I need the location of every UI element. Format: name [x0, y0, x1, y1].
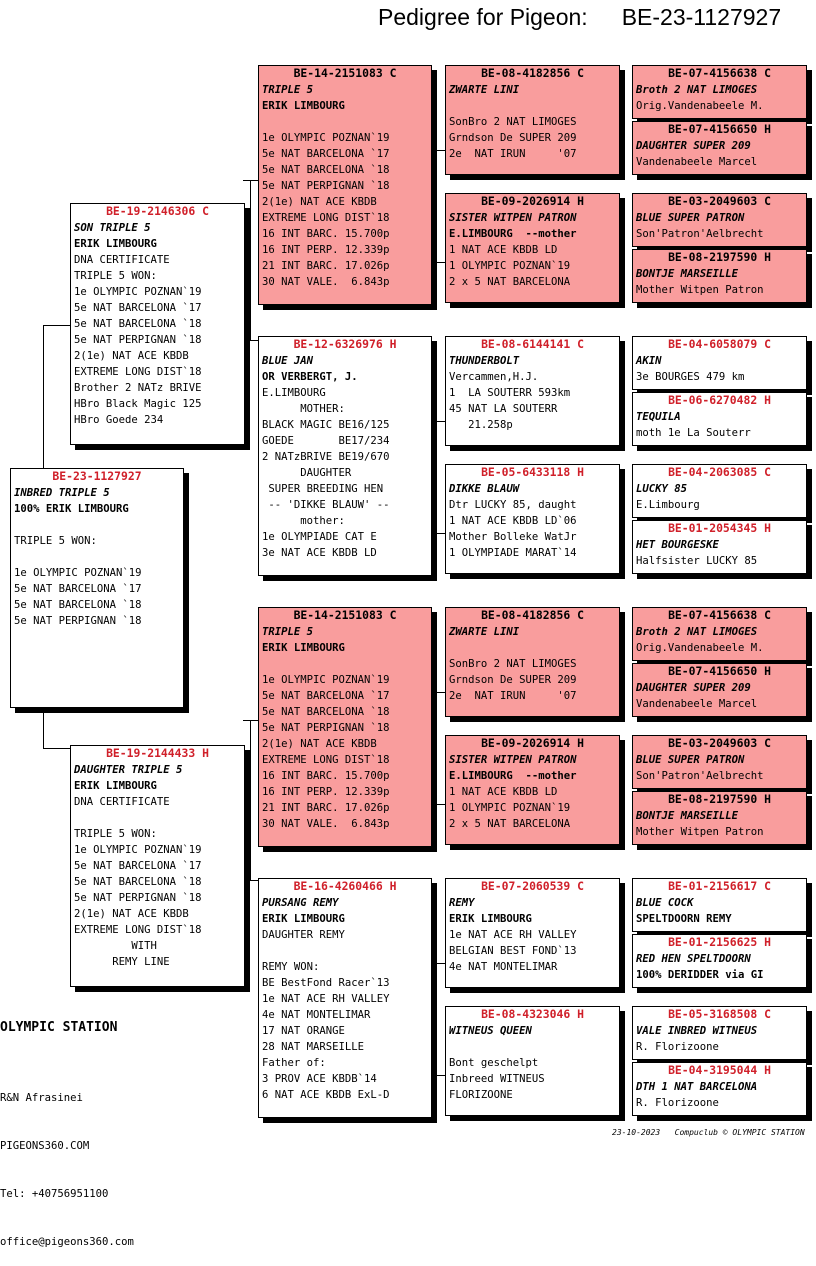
- subject-card: [10, 468, 184, 708]
- info-line: 5e NAT BARCELONA `17: [262, 690, 390, 702]
- info-line: 2 NATzBRIVE BE19/670: [262, 451, 390, 463]
- info-line: 1e OLYMPIC POZNAN`19: [14, 567, 142, 579]
- great-great-grandparent-card: [632, 464, 807, 518]
- info-line: Dtr LUCKY 85, daught: [449, 499, 577, 511]
- contact-phone: Tel: +40756951100: [0, 1188, 109, 1200]
- info-line: 5e NAT BARCELONA `18: [262, 164, 390, 176]
- pigeon-info: [446, 1021, 619, 1103]
- info-line: ERIK LIMBOURG: [74, 780, 157, 792]
- info-line: AKIN: [636, 355, 662, 367]
- info-line: REMY WON:: [262, 961, 320, 973]
- pigeon-info: [446, 208, 619, 290]
- info-line: 1 NAT ACE KBDB LD: [449, 786, 558, 798]
- info-line: Halfsister LUCKY 85: [636, 555, 758, 567]
- ring-number: BE-08-6144141 C: [481, 337, 584, 351]
- info-line: 1 NAT ACE KBDB LD: [449, 244, 558, 256]
- info-line: Mother Witpen Patron: [636, 284, 764, 296]
- ring-number: BE-12-6326976 H: [293, 337, 397, 351]
- info-line: Mother Witpen Patron: [636, 826, 764, 838]
- info-line: 100% DERIDDER via GI: [636, 969, 764, 981]
- info-line: 45 NAT LA SOUTERR: [449, 403, 558, 415]
- info-line: RED HEN SPELTDOORN: [636, 953, 751, 965]
- connector-line: [437, 1075, 445, 1076]
- info-line: SUPER BREEDING HEN: [262, 483, 384, 495]
- pigeon-info: [633, 1021, 806, 1055]
- info-line: TEQUILA: [636, 411, 681, 423]
- ring-number: BE-06-6270482 H: [668, 393, 771, 407]
- pigeon-info: [446, 80, 619, 162]
- pigeon-info: [11, 483, 183, 629]
- info-line: Mother Bolleke WatJr: [449, 531, 577, 543]
- pigeon-info: [446, 479, 619, 561]
- ring-number: BE-14-2151083 C: [293, 608, 397, 622]
- pigeon-info: [633, 407, 806, 441]
- great-great-grandparent-card: [632, 1062, 807, 1116]
- pigeon-info: [633, 535, 806, 569]
- info-line: 1 NAT ACE KBDB LD`06: [449, 515, 577, 527]
- ring-number: BE-07-4156638 C: [668, 608, 771, 622]
- info-line: 16 INT PERP. 12.339p: [262, 786, 390, 798]
- great-grandparent-card: [445, 1006, 620, 1116]
- info-line: 6 NAT ACE KBDB ExL-D: [262, 1089, 390, 1101]
- connector-line: [437, 963, 445, 964]
- connector-line: [437, 150, 445, 151]
- info-line: ZWARTE LINI: [449, 84, 520, 96]
- pigeon-info: [633, 622, 806, 656]
- info-line: 2(1e) NAT ACE KBDB: [262, 196, 377, 208]
- footer: [612, 1128, 805, 1137]
- info-line: Vercammen,H.J.: [449, 371, 539, 383]
- ring-number: BE-09-2026914 H: [481, 194, 584, 208]
- footer-credit: Compuclub © OLYMPIC STATION: [674, 1128, 805, 1137]
- info-line: 2 x 5 NAT BARCELONA: [449, 818, 571, 830]
- info-line: DNA CERTIFICATE: [74, 796, 170, 808]
- title-ring: BE-23-1127927: [621, 4, 782, 30]
- info-line: EXTREME LONG DIST`18: [74, 924, 202, 936]
- info-line: BONTJE MARSEILLE: [636, 268, 739, 280]
- pigeon-info: [71, 760, 244, 970]
- great-grandparent-card: [445, 735, 620, 845]
- info-line: 1 OLYMPIADE MARAT`14: [449, 547, 577, 559]
- info-line: TRIPLE 5: [262, 84, 314, 96]
- connector-line: [437, 804, 445, 805]
- connector-line: [243, 720, 258, 721]
- info-line: DAUGHTER TRIPLE 5: [74, 764, 183, 776]
- info-line: 5e NAT PERPIGNAN `18: [262, 722, 390, 734]
- connector-line: [437, 533, 445, 534]
- info-line: 5e NAT PERPIGNAN `18: [74, 892, 202, 904]
- info-line: EXTREME LONG DIST`18: [74, 366, 202, 378]
- pigeon-info: [633, 264, 806, 298]
- ring-number: BE-04-3195044 H: [668, 1063, 771, 1077]
- info-line: HBro Goede 234: [74, 414, 164, 426]
- info-line: ERIK LIMBOURG: [74, 238, 157, 250]
- ring-number: BE-08-4182856 C: [481, 608, 584, 622]
- info-line: Son'Patron'Aelbrecht: [636, 228, 764, 240]
- pigeon-info: [446, 750, 619, 832]
- info-line: DAUGHTER: [262, 467, 352, 479]
- great-great-grandparent-card: [632, 193, 807, 247]
- info-line: BLACK MAGIC BE16/125: [262, 419, 390, 431]
- ring-number: BE-09-2026914 H: [481, 736, 584, 750]
- info-line: BLUE SUPER PATRON: [636, 212, 745, 224]
- info-line: WITNEUS QUEEN: [449, 1025, 532, 1037]
- info-line: 5e NAT BARCELONA `18: [262, 706, 390, 718]
- info-line: E.Limbourg: [636, 499, 700, 511]
- ring-number: BE-07-4156650 H: [668, 664, 771, 678]
- title-label: Pedigree for Pigeon:: [378, 4, 588, 30]
- info-line: DAUGHTER REMY: [262, 929, 345, 941]
- connector-line: [243, 340, 258, 341]
- grandparent-card: [258, 607, 432, 847]
- info-line: 2e NAT IRUN '07: [449, 690, 577, 702]
- info-line: WITH: [74, 940, 157, 952]
- pigeon-info: [259, 622, 431, 832]
- ring-number: BE-01-2054345 H: [668, 521, 771, 535]
- info-line: 16 INT BARC. 15.700p: [262, 770, 390, 782]
- ring-number: BE-07-4156650 H: [668, 122, 771, 136]
- info-line: SISTER WITPEN PATRON: [449, 754, 577, 766]
- info-line: -- 'DIKKE BLAUW' --: [262, 499, 390, 511]
- info-line: 100% ERIK LIMBOURG: [14, 503, 129, 515]
- info-line: SON TRIPLE 5: [74, 222, 151, 234]
- pigeon-info: [71, 218, 244, 428]
- info-line: EXTREME LONG DIST`18: [262, 754, 390, 766]
- great-grandparent-card: [445, 65, 620, 175]
- info-line: 2(1e) NAT ACE KBDB: [262, 738, 377, 750]
- ring-number: BE-07-4156638 C: [668, 66, 771, 80]
- info-line: DAUGHTER SUPER 209: [636, 140, 751, 152]
- info-line: [74, 810, 244, 826]
- dam-card: [70, 745, 245, 987]
- info-line: 4e NAT MONTELIMAR: [262, 1009, 371, 1021]
- pigeon-info: [446, 622, 619, 704]
- info-line: 1e OLYMPIADE CAT E: [262, 531, 377, 543]
- info-line: BELGIAN BEST FOND`13: [449, 945, 577, 957]
- info-line: 1 OLYMPIC POZNAN`19: [449, 802, 571, 814]
- sire-card: [70, 203, 245, 445]
- info-line: REMY LINE: [74, 956, 170, 968]
- great-great-grandparent-card: [632, 121, 807, 175]
- contact-email: office@pigeons360.com: [0, 1236, 134, 1248]
- great-great-grandparent-card: [632, 392, 807, 446]
- pigeon-info: [633, 678, 806, 712]
- info-line: 1e OLYMPIC POZNAN`19: [74, 286, 202, 298]
- connector-line: [243, 880, 258, 881]
- info-line: FLORIZOONE: [449, 1089, 513, 1101]
- connector-line: [250, 180, 251, 340]
- ring-number: BE-19-2144433 H: [106, 746, 209, 760]
- pigeon-info: [259, 351, 431, 561]
- info-line: Broth 2 NAT LIMOGES: [636, 84, 758, 96]
- info-line: 30 NAT VALE. 6.843p: [262, 818, 390, 830]
- info-line: Son'Patron'Aelbrecht: [636, 770, 764, 782]
- info-line: BLUE COCK: [636, 897, 694, 909]
- info-line: ZWARTE LINI: [449, 626, 520, 638]
- info-line: [262, 114, 431, 130]
- info-line: 3e NAT ACE KBDB LD: [262, 547, 377, 559]
- info-line: TRIPLE 5: [262, 626, 314, 638]
- info-line: R. Florizoone: [636, 1041, 719, 1053]
- great-great-grandparent-card: [632, 735, 807, 789]
- info-line: ERIK LIMBOURG: [262, 642, 345, 654]
- pigeon-info: [259, 893, 431, 1103]
- ring-number: BE-23-1127927: [52, 469, 142, 483]
- info-line: Bont geschelpt: [449, 1057, 539, 1069]
- info-line: SonBro 2 NAT LIMOGES: [449, 116, 577, 128]
- station-name: OLYMPIC STATION: [0, 1020, 118, 1035]
- info-line: 30 NAT VALE. 6.843p: [262, 276, 390, 288]
- info-line: 5e NAT PERPIGNAN `18: [262, 180, 390, 192]
- ring-number: BE-04-6058079 C: [668, 337, 771, 351]
- pigeon-info: [633, 208, 806, 242]
- great-great-grandparent-card: [632, 607, 807, 661]
- info-line: LUCKY 85: [636, 483, 688, 495]
- pigeon-info: [633, 806, 806, 840]
- info-line: INBRED TRIPLE 5: [14, 487, 110, 499]
- info-line: 5e NAT BARCELONA `18: [14, 599, 142, 611]
- info-line: PURSANG REMY: [262, 897, 339, 909]
- info-line: ERIK LIMBOURG: [262, 100, 345, 112]
- pigeon-info: [633, 750, 806, 784]
- info-line: 16 INT BARC. 15.700p: [262, 228, 390, 240]
- info-line: BLUE JAN: [262, 355, 314, 367]
- info-line: 5e NAT BARCELONA `17: [74, 860, 202, 872]
- ring-number: BE-05-3168508 C: [668, 1007, 771, 1021]
- footer-date: 23-10-2023: [612, 1128, 661, 1137]
- info-line: BE BestFond Racer`13: [262, 977, 390, 989]
- info-line: TRIPLE 5 WON:: [74, 828, 157, 840]
- grandparent-card: [258, 65, 432, 305]
- info-line: 3e BOURGES 479 km: [636, 371, 745, 383]
- pigeon-info: [633, 479, 806, 513]
- grandparent-card: [258, 878, 432, 1118]
- ring-number: BE-08-2197590 H: [668, 250, 771, 264]
- info-line: E.LIMBOURG: [262, 387, 326, 399]
- info-line: Broth 2 NAT LIMOGES: [636, 626, 758, 638]
- info-line: VALE INBRED WITNEUS: [636, 1025, 758, 1037]
- great-great-grandparent-card: [632, 249, 807, 303]
- info-line: 5e NAT BARCELONA `17: [262, 148, 390, 160]
- pigeon-info: [633, 80, 806, 114]
- info-line: 2e NAT IRUN '07: [449, 148, 577, 160]
- info-line: EXTREME LONG DIST`18: [262, 212, 390, 224]
- info-line: 21 INT BARC. 17.026p: [262, 260, 390, 272]
- info-line: [14, 517, 183, 533]
- info-line: mother:: [262, 515, 345, 527]
- info-line: 1e NAT ACE RH VALLEY: [449, 929, 577, 941]
- info-line: [449, 640, 619, 656]
- info-line: Vandenabeele Marcel: [636, 156, 758, 168]
- connector-line: [437, 421, 445, 422]
- info-line: moth 1e La Souterr: [636, 427, 751, 439]
- info-line: [449, 98, 619, 114]
- info-line: 5e NAT BARCELONA `17: [74, 302, 202, 314]
- info-line: 1e NAT ACE RH VALLEY: [262, 993, 390, 1005]
- info-line: 1 OLYMPIC POZNAN`19: [449, 260, 571, 272]
- info-line: THUNDERBOLT: [449, 355, 520, 367]
- ring-number: BE-08-4323046 H: [481, 1007, 584, 1021]
- great-great-grandparent-card: [632, 336, 807, 390]
- contact-name: R&N Afrasinei: [0, 1092, 83, 1104]
- info-line: DAUGHTER SUPER 209: [636, 682, 751, 694]
- info-line: 2(1e) NAT ACE KBDB: [74, 908, 189, 920]
- pigeon-info: [446, 351, 619, 433]
- info-line: DNA CERTIFICATE: [74, 254, 170, 266]
- connector-line: [437, 692, 445, 693]
- info-line: 21 INT BARC. 17.026p: [262, 802, 390, 814]
- pigeon-info: [633, 351, 806, 385]
- great-great-grandparent-card: [632, 65, 807, 119]
- ring-number: BE-03-2049603 C: [668, 194, 771, 208]
- info-line: TRIPLE 5 WON:: [14, 535, 97, 547]
- ring-number: BE-14-2151083 C: [293, 66, 397, 80]
- info-line: R. Florizoone: [636, 1097, 719, 1109]
- info-line: 28 NAT MARSEILLE: [262, 1041, 365, 1053]
- page-title: [378, 4, 781, 31]
- connector-line: [250, 720, 251, 880]
- pigeon-info: [633, 949, 806, 983]
- info-line: [449, 1039, 619, 1055]
- info-line: 1e OLYMPIC POZNAN`19: [74, 844, 202, 856]
- ring-number: BE-16-4260466 H: [293, 879, 397, 893]
- info-line: 2 x 5 NAT BARCELONA: [449, 276, 571, 288]
- pigeon-info: [259, 80, 431, 290]
- ring-number: BE-19-2146306 C: [106, 204, 209, 218]
- info-line: 16 INT PERP. 12.339p: [262, 244, 390, 256]
- great-great-grandparent-card: [632, 520, 807, 574]
- pigeon-info: [633, 893, 806, 927]
- great-great-grandparent-card: [632, 934, 807, 988]
- info-line: E.LIMBOURG --mother: [449, 228, 577, 240]
- info-line: 1e OLYMPIC POZNAN`19: [262, 132, 390, 144]
- info-line: BONTJE MARSEILLE: [636, 810, 739, 822]
- info-line: Grndson De SUPER 209: [449, 132, 577, 144]
- info-line: 1 LA SOUTERR 593km: [449, 387, 571, 399]
- info-line: SPELTDOORN REMY: [636, 913, 732, 925]
- connector-line: [43, 708, 44, 748]
- info-line: Orig.Vandenabeele M.: [636, 642, 764, 654]
- info-line: 5e NAT BARCELONA `18: [74, 318, 202, 330]
- connector-line: [437, 262, 445, 263]
- connector-line: [243, 180, 258, 181]
- info-line: Inbreed WITNEUS: [449, 1073, 545, 1085]
- info-line: 17 NAT ORANGE: [262, 1025, 345, 1037]
- info-line: 5e NAT BARCELONA `18: [74, 876, 202, 888]
- info-line: [262, 656, 431, 672]
- info-line: [262, 943, 431, 959]
- great-great-grandparent-card: [632, 791, 807, 845]
- contact-block: [0, 1058, 134, 1266]
- ring-number: BE-01-2156625 H: [668, 935, 771, 949]
- info-line: 5e NAT PERPIGNAN `18: [74, 334, 202, 346]
- info-line: 4e NAT MONTELIMAR: [449, 961, 558, 973]
- info-line: REMY: [449, 897, 475, 909]
- info-line: Brother 2 NATz BRIVE: [74, 382, 202, 394]
- pigeon-info: [633, 136, 806, 170]
- ring-number: BE-08-4182856 C: [481, 66, 584, 80]
- info-line: GOEDE BE17/234: [262, 435, 390, 447]
- great-grandparent-card: [445, 878, 620, 988]
- great-grandparent-card: [445, 464, 620, 574]
- info-line: TRIPLE 5 WON:: [74, 270, 157, 282]
- info-line: SISTER WITPEN PATRON: [449, 212, 577, 224]
- great-great-grandparent-card: [632, 878, 807, 932]
- info-line: 1e OLYMPIC POZNAN`19: [262, 674, 390, 686]
- contact-website: PIGEONS360.COM: [0, 1140, 90, 1152]
- info-line: HET BOURGESKE: [636, 539, 719, 551]
- great-great-grandparent-card: [632, 663, 807, 717]
- info-line: 3 PROV ACE KBDB`14: [262, 1073, 377, 1085]
- info-line: Grndson De SUPER 209: [449, 674, 577, 686]
- info-line: HBro Black Magic 125: [74, 398, 202, 410]
- info-line: 5e NAT PERPIGNAN `18: [14, 615, 142, 627]
- info-line: ERIK LIMBOURG: [449, 913, 532, 925]
- ring-number: BE-05-6433118 H: [481, 465, 584, 479]
- info-line: SonBro 2 NAT LIMOGES: [449, 658, 577, 670]
- ring-number: BE-04-2063085 C: [668, 465, 771, 479]
- great-great-grandparent-card: [632, 1006, 807, 1060]
- info-line: 2(1e) NAT ACE KBDB: [74, 350, 189, 362]
- info-line: DIKKE BLAUW: [449, 483, 520, 495]
- info-line: OR VERBERGT, J.: [262, 371, 358, 383]
- pigeon-info: [633, 1077, 806, 1111]
- great-grandparent-card: [445, 193, 620, 303]
- connector-line: [43, 325, 44, 468]
- connector-line: [43, 325, 70, 326]
- ring-number: BE-07-2060539 C: [481, 879, 584, 893]
- great-grandparent-card: [445, 607, 620, 717]
- info-line: Father of:: [262, 1057, 326, 1069]
- pigeon-info: [446, 893, 619, 975]
- info-line: Orig.Vandenabeele M.: [636, 100, 764, 112]
- info-line: BLUE SUPER PATRON: [636, 754, 745, 766]
- ring-number: BE-01-2156617 C: [668, 879, 771, 893]
- info-line: Vandenabeele Marcel: [636, 698, 758, 710]
- great-grandparent-card: [445, 336, 620, 446]
- ring-number: BE-08-2197590 H: [668, 792, 771, 806]
- info-line: ERIK LIMBOURG: [262, 913, 345, 925]
- info-line: 21.258p: [449, 419, 513, 431]
- info-line: MOTHER:: [262, 403, 345, 415]
- ring-number: BE-03-2049603 C: [668, 736, 771, 750]
- info-line: 5e NAT BARCELONA `17: [14, 583, 142, 595]
- info-line: E.LIMBOURG --mother: [449, 770, 577, 782]
- info-line: DTH 1 NAT BARCELONA: [636, 1081, 758, 1093]
- connector-line: [43, 748, 70, 749]
- grandparent-card: [258, 336, 432, 576]
- info-line: [14, 549, 183, 565]
